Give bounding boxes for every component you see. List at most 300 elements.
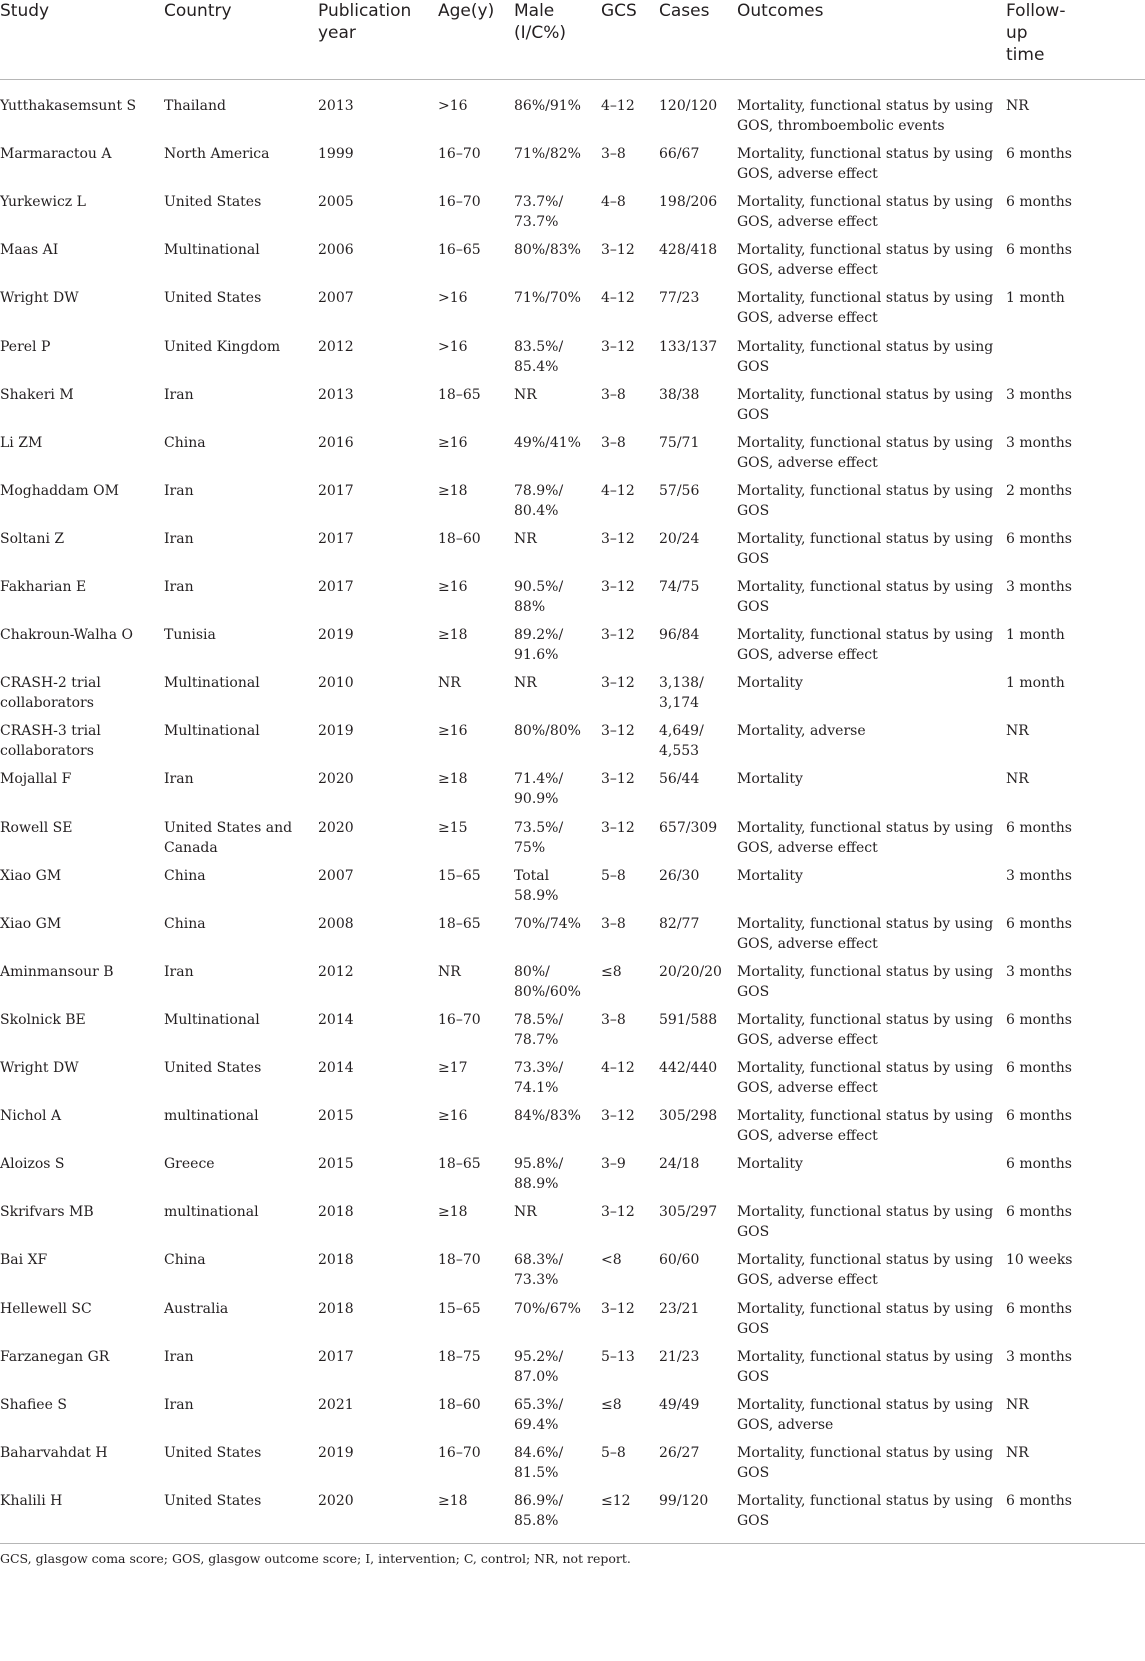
cell-country: China — [164, 1252, 206, 1269]
cell-cases: 60/60 — [659, 1252, 700, 1269]
cell-publication-year: 2019 — [318, 627, 354, 644]
table-row — [0, 1106, 1145, 1154]
cell-male: 71%/82% — [514, 146, 581, 163]
header-publication-year: Publication year — [318, 1, 412, 43]
cell-age: ≥18 — [438, 1204, 468, 1221]
cell-study: Skolnick BE — [0, 1011, 86, 1028]
cell-publication-year: 1999 — [318, 146, 354, 163]
cell-country: Iran — [164, 386, 194, 403]
cell-follow-up-time: NR — [1006, 771, 1029, 788]
cell-outcomes: Mortality — [737, 1156, 803, 1173]
cell-follow-up-time: 6 months — [1006, 242, 1072, 259]
cell-country: United States and Canada — [164, 819, 293, 856]
table-row — [0, 577, 1145, 625]
table-row — [0, 337, 1145, 385]
table-row — [0, 1347, 1145, 1395]
cell-follow-up-time: NR — [1006, 1444, 1029, 1461]
cell-study: Farzanegan GR — [0, 1348, 110, 1365]
cell-country: United States — [164, 1492, 262, 1509]
cell-gcs: 3–12 — [601, 579, 635, 595]
table-footnote: GCS, glasgow coma score; GOS, glasgow outcome score; I, intervention; C, control; NR, not report. — [0, 1551, 631, 1566]
cell-outcomes: Mortality — [737, 771, 803, 788]
cell-study: Aminmansour B — [0, 963, 114, 980]
cell-country: United Kingdom — [164, 338, 281, 355]
table-row — [0, 769, 1145, 817]
cell-age: 16–65 — [438, 242, 481, 259]
cell-publication-year: 2018 — [318, 1252, 354, 1269]
cell-age: 15–65 — [438, 867, 481, 884]
cell-outcomes: Mortality, adverse — [737, 723, 866, 740]
table-row — [0, 1491, 1145, 1539]
cell-male: 89.2%/ 91.6% — [514, 627, 564, 664]
cell-outcomes: Mortality, functional status by using GOS, adverse effect — [737, 434, 994, 471]
header-outcomes: Outcomes — [737, 1, 824, 21]
cell-cases: 198/206 — [659, 194, 718, 211]
cell-male: 80%/80% — [514, 723, 581, 740]
cell-publication-year: 2020 — [318, 1492, 354, 1509]
cell-publication-year: 2017 — [318, 482, 354, 499]
cell-age: ≥18 — [438, 627, 468, 644]
cell-cases: 305/298 — [659, 1108, 718, 1125]
cell-cases: 3,138/ 3,174 — [659, 675, 704, 712]
cell-gcs: 3–12 — [601, 242, 635, 259]
cell-gcs: ≤12 — [601, 1492, 631, 1509]
cell-follow-up-time: 6 months — [1006, 1011, 1072, 1028]
table-row — [0, 914, 1145, 962]
cell-follow-up-time: 6 months — [1006, 1156, 1072, 1173]
cell-country: China — [164, 915, 206, 932]
table-row — [0, 529, 1145, 577]
table-row — [0, 1010, 1145, 1058]
cell-cases: 56/44 — [659, 771, 700, 788]
cell-male: Total 58.9% — [514, 867, 559, 904]
cell-country: Greece — [164, 1156, 215, 1173]
cell-country: Multinational — [164, 675, 260, 692]
cell-gcs: 3–12 — [601, 1204, 635, 1221]
cell-cases: 591/588 — [659, 1011, 718, 1028]
cell-follow-up-time: 3 months — [1006, 386, 1072, 403]
cell-publication-year: 2019 — [318, 1444, 354, 1461]
cell-outcomes: Mortality, functional status by using GOS, adverse effect — [737, 290, 994, 327]
cell-cases: 442/440 — [659, 1060, 718, 1076]
cell-follow-up-time: 1 month — [1006, 627, 1065, 644]
cell-outcomes: Mortality, functional status by using GOS, thromboembolic events — [737, 98, 994, 134]
cell-cases: 57/56 — [659, 482, 700, 499]
cell-outcomes: Mortality, functional status by using GOS — [737, 1300, 994, 1337]
cell-gcs: 3–8 — [601, 1011, 626, 1028]
cell-gcs: <8 — [601, 1252, 622, 1269]
cell-study: Maas AI — [0, 242, 59, 259]
cell-cases: 26/30 — [659, 867, 700, 884]
cell-male: 86%/91% — [514, 98, 581, 114]
cell-male: 71.4%/ 90.9% — [514, 771, 564, 808]
cell-publication-year: 2021 — [318, 1396, 354, 1413]
cell-follow-up-time: 1 month — [1006, 290, 1065, 307]
cell-study: CRASH-3 trial collaborators — [0, 723, 101, 760]
cell-outcomes: Mortality, functional status by using GOS, adverse effect — [737, 1108, 994, 1145]
cell-cases: 82/77 — [659, 915, 700, 932]
cell-study: Rowell SE — [0, 819, 73, 836]
cell-follow-up-time: 6 months — [1006, 530, 1072, 547]
cell-outcomes: Mortality — [737, 867, 803, 884]
cell-male: 90.5%/ 88% — [514, 579, 564, 615]
table-row — [0, 721, 1145, 769]
header-male: Male (I/C%) — [514, 1, 567, 43]
cell-age: 18–60 — [438, 1396, 481, 1413]
cell-male: 73.3%/ 74.1% — [514, 1060, 564, 1096]
cell-outcomes: Mortality, functional status by using GOS — [737, 1204, 994, 1241]
cell-study: Fakharian E — [0, 579, 87, 595]
cell-gcs: 5–8 — [601, 867, 626, 884]
cell-country: multinational — [164, 1204, 259, 1221]
cell-cases: 133/137 — [659, 338, 718, 355]
table-row — [0, 433, 1145, 481]
cell-follow-up-time: 6 months — [1006, 194, 1072, 211]
cell-gcs: 3–12 — [601, 819, 635, 836]
cell-follow-up-time: 3 months — [1006, 579, 1072, 595]
cell-study: Soltani Z — [0, 530, 65, 547]
header-cases: Cases — [659, 1, 710, 21]
cell-male: 95.8%/ 88.9% — [514, 1156, 564, 1193]
cell-age: ≥16 — [438, 434, 468, 451]
cell-outcomes: Mortality, functional status by using GOS, adverse effect — [737, 242, 994, 279]
cell-publication-year: 2017 — [318, 530, 354, 547]
cell-cases: 21/23 — [659, 1348, 700, 1365]
cell-cases: 96/84 — [659, 627, 700, 644]
cell-study: Shafiee S — [0, 1396, 67, 1413]
table-row — [0, 962, 1145, 1010]
cell-follow-up-time: 6 months — [1006, 1108, 1072, 1125]
cell-follow-up-time: 6 months — [1006, 915, 1072, 932]
cell-follow-up-time: NR — [1006, 723, 1029, 740]
cell-gcs: 3–8 — [601, 915, 626, 932]
cell-country: North America — [164, 146, 270, 163]
cell-country: Thailand — [164, 98, 226, 114]
cell-male: 73.5%/ 75% — [514, 819, 564, 856]
cell-age: 15–65 — [438, 1300, 481, 1317]
cell-outcomes: Mortality — [737, 675, 803, 692]
table-row — [0, 866, 1145, 914]
cell-age: 18–60 — [438, 530, 481, 547]
cell-gcs: 3–12 — [601, 723, 635, 740]
cell-male: 68.3%/ 73.3% — [514, 1252, 564, 1289]
cell-country: Iran — [164, 482, 194, 499]
cell-cases: 120/120 — [659, 98, 718, 114]
cell-outcomes: Mortality, functional status by using GOS — [737, 579, 994, 615]
cell-country: Iran — [164, 1396, 194, 1413]
table-row — [0, 1395, 1145, 1443]
cell-outcomes: Mortality, functional status by using GOS, adverse effect — [737, 194, 994, 231]
cell-male: 73.7%/ 73.7% — [514, 194, 564, 231]
cell-country: Iran — [164, 963, 194, 980]
cell-gcs: 3–12 — [601, 627, 635, 644]
cell-age: 18–65 — [438, 915, 481, 932]
table-row — [0, 96, 1145, 144]
cell-male: 80%/83% — [514, 242, 581, 259]
cell-study: Khalili H — [0, 1492, 63, 1509]
table-row — [0, 288, 1145, 336]
cell-country: Multinational — [164, 242, 260, 259]
cell-cases: 20/20/20 — [659, 963, 722, 980]
cell-outcomes: Mortality, functional status by using GOS — [737, 386, 994, 423]
cell-follow-up-time: NR — [1006, 1396, 1029, 1413]
cell-male: 70%/67% — [514, 1300, 581, 1317]
cell-outcomes: Mortality, functional status by using GOS, adverse effect — [737, 819, 994, 856]
cell-publication-year: 2018 — [318, 1204, 354, 1221]
cell-cases: 305/297 — [659, 1204, 718, 1221]
cell-country: Iran — [164, 771, 194, 788]
cell-study: Chakroun-Walha O — [0, 627, 133, 644]
cell-gcs: 3–8 — [601, 146, 626, 163]
cell-publication-year: 2007 — [318, 867, 354, 884]
table-row — [0, 1299, 1145, 1347]
cell-country: multinational — [164, 1108, 259, 1125]
table-row — [0, 673, 1145, 721]
cell-publication-year: 2013 — [318, 98, 354, 114]
cell-male: 80%/ 80%/60% — [514, 963, 581, 1000]
cell-outcomes: Mortality, functional status by using GOS, adverse effect — [737, 915, 994, 952]
cell-age: ≥15 — [438, 819, 468, 836]
cell-gcs: 3–8 — [601, 386, 626, 403]
cell-publication-year: 2018 — [318, 1300, 354, 1317]
cell-study: Aloizos S — [0, 1156, 65, 1173]
cell-gcs: 3–12 — [601, 1300, 635, 1317]
cell-gcs: 5–8 — [601, 1444, 626, 1461]
cell-age: >16 — [438, 98, 468, 114]
cell-study: Xiao GM — [0, 867, 62, 884]
cell-age: ≥16 — [438, 579, 468, 595]
cell-male: NR — [514, 675, 537, 692]
cell-age: 18–65 — [438, 386, 481, 403]
cell-cases: 75/71 — [659, 434, 700, 451]
cell-outcomes: Mortality, functional status by using GOS — [737, 963, 994, 1000]
cell-outcomes: Mortality, functional status by using GOS, adverse effect — [737, 1252, 994, 1289]
cell-follow-up-time: 6 months — [1006, 1300, 1072, 1317]
cell-age: 18–70 — [438, 1252, 481, 1269]
cell-follow-up-time: 6 months — [1006, 146, 1072, 163]
table-row — [0, 192, 1145, 240]
cell-study: Yurkewicz L — [0, 194, 86, 211]
cell-age: NR — [438, 963, 461, 980]
cell-cases: 26/27 — [659, 1444, 700, 1461]
cell-male: 49%/41% — [514, 434, 581, 451]
table-row — [0, 240, 1145, 288]
cell-outcomes: Mortality, functional status by using GOS — [737, 1444, 994, 1481]
cell-age: 18–65 — [438, 1156, 481, 1173]
cell-male: NR — [514, 386, 537, 403]
cell-study: Shakeri M — [0, 386, 74, 403]
cell-publication-year: 2020 — [318, 771, 354, 788]
table-row — [0, 385, 1145, 433]
cell-study: Xiao GM — [0, 915, 62, 932]
table-row — [0, 818, 1145, 866]
cell-outcomes: Mortality, functional status by using GOS — [737, 482, 994, 519]
cell-follow-up-time: 6 months — [1006, 1492, 1072, 1509]
cell-male: 83.5%/ 85.4% — [514, 338, 564, 375]
cell-outcomes: Mortality, functional status by using GOS, adverse — [737, 1396, 994, 1433]
cell-publication-year: 2015 — [318, 1156, 354, 1173]
cell-outcomes: Mortality, functional status by using GOS, adverse effect — [737, 1011, 994, 1048]
cell-cases: 49/49 — [659, 1396, 700, 1413]
cell-age: 16–70 — [438, 1444, 481, 1461]
header-gcs: GCS — [601, 1, 637, 21]
cell-outcomes: Mortality, functional status by using GOS — [737, 1348, 994, 1385]
cell-study: Skrifvars MB — [0, 1204, 94, 1221]
cell-male: 95.2%/ 87.0% — [514, 1348, 564, 1385]
cell-outcomes: Mortality, functional status by using GOS — [737, 338, 994, 375]
cell-country: United States — [164, 194, 262, 211]
cell-follow-up-time: 6 months — [1006, 1060, 1072, 1076]
cell-male: 78.5%/ 78.7% — [514, 1011, 564, 1048]
cell-study: Perel P — [0, 338, 51, 355]
cell-cases: 23/21 — [659, 1300, 700, 1317]
table-header — [0, 0, 1145, 80]
cell-country: China — [164, 867, 206, 884]
cell-gcs: 5–13 — [601, 1348, 635, 1365]
cell-follow-up-time: 3 months — [1006, 434, 1072, 451]
table-row — [0, 625, 1145, 673]
cell-cases: 77/23 — [659, 290, 700, 307]
cell-outcomes: Mortality, functional status by using GOS, adverse effect — [737, 1060, 994, 1096]
table-row — [0, 1058, 1145, 1106]
table-row — [0, 1250, 1145, 1298]
cell-gcs: 4–12 — [601, 98, 635, 114]
cell-country: United States — [164, 290, 262, 307]
cell-outcomes: Mortality, functional status by using GOS — [737, 530, 994, 567]
table-row — [0, 1443, 1145, 1491]
cell-country: Tunisia — [164, 627, 216, 644]
cell-country: United States — [164, 1060, 262, 1076]
table-row — [0, 144, 1145, 192]
cell-publication-year: 2012 — [318, 963, 354, 980]
cell-publication-year: 2017 — [318, 1348, 354, 1365]
cell-study: CRASH-2 trial collaborators — [0, 675, 101, 712]
cell-publication-year: 2014 — [318, 1060, 354, 1076]
cell-gcs: 3–12 — [601, 1108, 635, 1125]
cell-gcs: ≤8 — [601, 963, 622, 980]
cell-follow-up-time: 3 months — [1006, 867, 1072, 884]
cell-male: 70%/74% — [514, 915, 581, 932]
cell-publication-year: 2007 — [318, 290, 354, 307]
cell-age: ≥16 — [438, 1108, 468, 1125]
cell-cases: 657/309 — [659, 819, 718, 836]
cell-study: Marmaractou A — [0, 146, 112, 163]
cell-publication-year: 2012 — [318, 338, 354, 355]
cell-gcs: 3–9 — [601, 1156, 626, 1173]
cell-male: 71%/70% — [514, 290, 581, 307]
cell-country: Australia — [164, 1300, 229, 1317]
cell-gcs: 3–12 — [601, 675, 635, 692]
cell-age: ≥16 — [438, 723, 468, 740]
cell-gcs: 3–12 — [601, 771, 635, 788]
cell-follow-up-time: 3 months — [1006, 1348, 1072, 1365]
cell-publication-year: 2014 — [318, 1011, 354, 1028]
cell-follow-up-time: 6 months — [1006, 1204, 1072, 1221]
cell-country: United States — [164, 1444, 262, 1461]
cell-cases: 428/418 — [659, 242, 718, 259]
cell-follow-up-time: 6 months — [1006, 819, 1072, 836]
cell-follow-up-time: 3 months — [1006, 963, 1072, 980]
cell-study: Wright DW — [0, 1060, 79, 1076]
cell-publication-year: 2020 — [318, 819, 354, 836]
cell-publication-year: 2017 — [318, 579, 354, 595]
cell-outcomes: Mortality, functional status by using GOS, adverse effect — [737, 146, 994, 183]
cell-gcs: 4–12 — [601, 1060, 635, 1076]
table-row — [0, 481, 1145, 529]
cell-gcs: 3–12 — [601, 338, 635, 355]
cell-publication-year: 2019 — [318, 723, 354, 740]
header-follow-up-time: Follow- up time — [1006, 1, 1066, 65]
cell-gcs: 3–12 — [601, 530, 635, 547]
cell-country: Iran — [164, 1348, 194, 1365]
cell-age: NR — [438, 675, 461, 692]
cell-outcomes: Mortality, functional status by using GOS — [737, 1492, 994, 1529]
cell-male: NR — [514, 530, 537, 547]
cell-age: ≥18 — [438, 1492, 468, 1509]
cell-publication-year: 2006 — [318, 242, 354, 259]
cell-gcs: 4–12 — [601, 482, 635, 499]
cell-cases: 66/67 — [659, 146, 700, 163]
cell-age: 18–75 — [438, 1348, 481, 1365]
cell-age: >16 — [438, 338, 468, 355]
cell-follow-up-time: NR — [1006, 98, 1029, 114]
cell-follow-up-time: 10 weeks — [1006, 1252, 1073, 1269]
cell-gcs: 4–12 — [601, 290, 635, 307]
cell-age: >16 — [438, 290, 468, 307]
cell-cases: 20/24 — [659, 530, 700, 547]
cell-age: ≥18 — [438, 482, 468, 499]
table-row — [0, 1154, 1145, 1202]
cell-cases: 99/120 — [659, 1492, 709, 1509]
header-age: Age(y) — [438, 1, 495, 21]
cell-publication-year: 2013 — [318, 386, 354, 403]
cell-study: Yutthakasemsunt S — [0, 98, 137, 114]
cell-country: Iran — [164, 530, 194, 547]
cell-male: 84.6%/ 81.5% — [514, 1444, 564, 1481]
cell-cases: 38/38 — [659, 386, 700, 403]
cell-gcs: 3–8 — [601, 434, 626, 451]
cell-cases: 4,649/ 4,553 — [659, 723, 704, 760]
cell-study: Hellewell SC — [0, 1300, 92, 1317]
cell-age: 16–70 — [438, 146, 481, 163]
cell-age: ≥18 — [438, 771, 468, 788]
cell-male: 65.3%/ 69.4% — [514, 1396, 564, 1433]
cell-publication-year: 2005 — [318, 194, 354, 211]
cell-study: Baharvahdat H — [0, 1444, 108, 1461]
cell-cases: 24/18 — [659, 1156, 700, 1173]
cell-country: Iran — [164, 579, 194, 595]
cell-male: NR — [514, 1204, 537, 1221]
table-bottom-rule — [0, 1543, 1145, 1544]
cell-male: 78.9%/ 80.4% — [514, 482, 564, 519]
cell-study: Wright DW — [0, 290, 79, 307]
cell-gcs: ≤8 — [601, 1396, 622, 1413]
cell-male: 86.9%/ 85.8% — [514, 1492, 564, 1529]
cell-follow-up-time: 1 month — [1006, 675, 1065, 692]
cell-study: Moghaddam OM — [0, 482, 119, 499]
cell-publication-year: 2016 — [318, 434, 354, 451]
cell-male: 84%/83% — [514, 1108, 581, 1125]
table-row — [0, 1202, 1145, 1250]
header-country: Country — [164, 1, 232, 21]
cell-follow-up-time: 2 months — [1006, 482, 1072, 499]
header-study: Study — [0, 1, 50, 21]
cell-country: Multinational — [164, 1011, 260, 1028]
cell-country: China — [164, 434, 206, 451]
cell-age: 16–70 — [438, 194, 481, 211]
cell-study: Mojallal F — [0, 771, 72, 788]
cell-publication-year: 2008 — [318, 915, 354, 932]
